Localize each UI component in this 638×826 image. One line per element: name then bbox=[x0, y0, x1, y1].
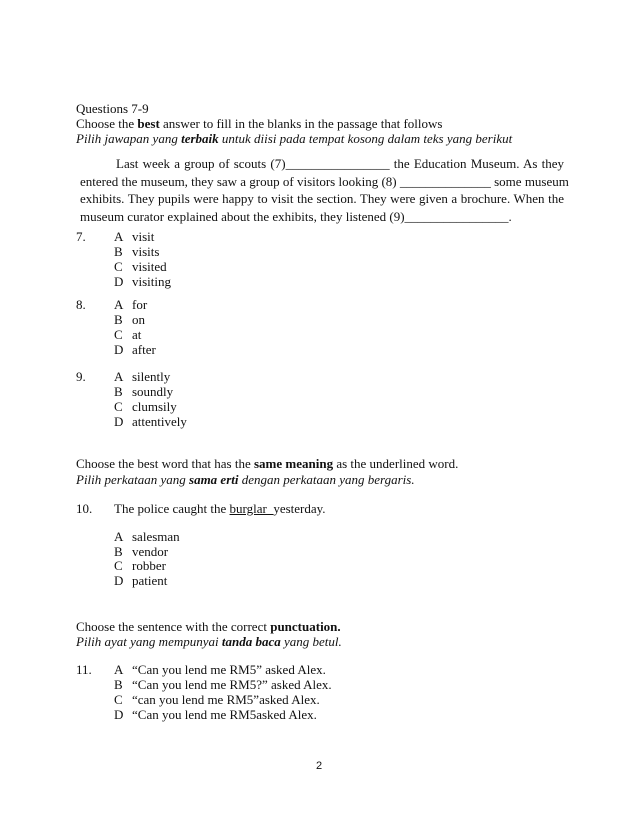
question-number: 7. bbox=[76, 229, 86, 244]
question-number: 10. bbox=[76, 501, 93, 516]
answer-option: A “Can you lend me RM5” asked Alex. bbox=[114, 662, 326, 677]
answer-option: C visited bbox=[114, 259, 167, 274]
answer-option: B “Can you lend me RM5?” asked Alex. bbox=[114, 677, 332, 692]
section-instruction-malay: Pilih perkataan yang sama erti dengan perkataan yang bergaris. bbox=[76, 472, 415, 487]
section-instruction-malay: Pilih ayat yang mempunyai tanda baca yang betul. bbox=[76, 634, 342, 649]
section-instruction: Choose the best word that has the same meaning as the underlined word. bbox=[76, 456, 459, 471]
passage-line: museum curator explained about the exhibits, they listened (9)________________. bbox=[80, 208, 512, 224]
answer-option: C robber bbox=[114, 558, 166, 573]
passage-line: entered the museum, they saw a group of visitors looking (8) ______________ some museum bbox=[80, 173, 569, 189]
question-number: 11. bbox=[76, 662, 92, 677]
answer-option: B soundly bbox=[114, 384, 174, 399]
underlined-word: burglar bbox=[229, 501, 274, 516]
question-number: 9. bbox=[76, 369, 86, 384]
passage-line: Last week a group of scouts (7)________________ the Education Museum. As they bbox=[116, 156, 564, 171]
answer-option: C clumsily bbox=[114, 399, 177, 414]
answer-option: B visits bbox=[114, 244, 160, 259]
answer-option: A for bbox=[114, 297, 148, 312]
section-instruction: Choose the sentence with the correct punctuation. bbox=[76, 619, 341, 634]
answer-option: B on bbox=[114, 312, 145, 327]
answer-option: A visit bbox=[114, 229, 155, 244]
answer-option: D visiting bbox=[114, 274, 172, 289]
section-instruction: Choose the best answer to fill in the blanks in the passage that follows bbox=[76, 116, 443, 131]
answer-option: B vendor bbox=[114, 544, 169, 559]
answer-option: A salesman bbox=[114, 529, 180, 544]
page-number: 2 bbox=[315, 760, 323, 772]
answer-option: A silently bbox=[114, 369, 171, 384]
section-instruction-malay: Pilih jawapan yang terbaik untuk diisi pada tempat kosong dalam teks yang berikut bbox=[76, 131, 513, 146]
answer-option: D attentively bbox=[114, 414, 187, 429]
passage-line: exhibits. They pupils were happy to visit the section. They were given a brochure. When the bbox=[80, 191, 564, 206]
question-number: 8. bbox=[76, 297, 86, 312]
passage bbox=[80, 155, 569, 225]
section-heading: Questions 7-9 bbox=[76, 101, 149, 116]
answer-option: D “Can you lend me RM5asked Alex. bbox=[114, 707, 317, 722]
answer-option: D after bbox=[114, 342, 156, 357]
answer-option: D patient bbox=[114, 573, 168, 588]
answer-option: C “can you lend me RM5”asked Alex. bbox=[114, 692, 320, 707]
answer-option: C at bbox=[114, 327, 142, 342]
question-stem: The police caught the burglar yesterday. bbox=[114, 501, 326, 516]
